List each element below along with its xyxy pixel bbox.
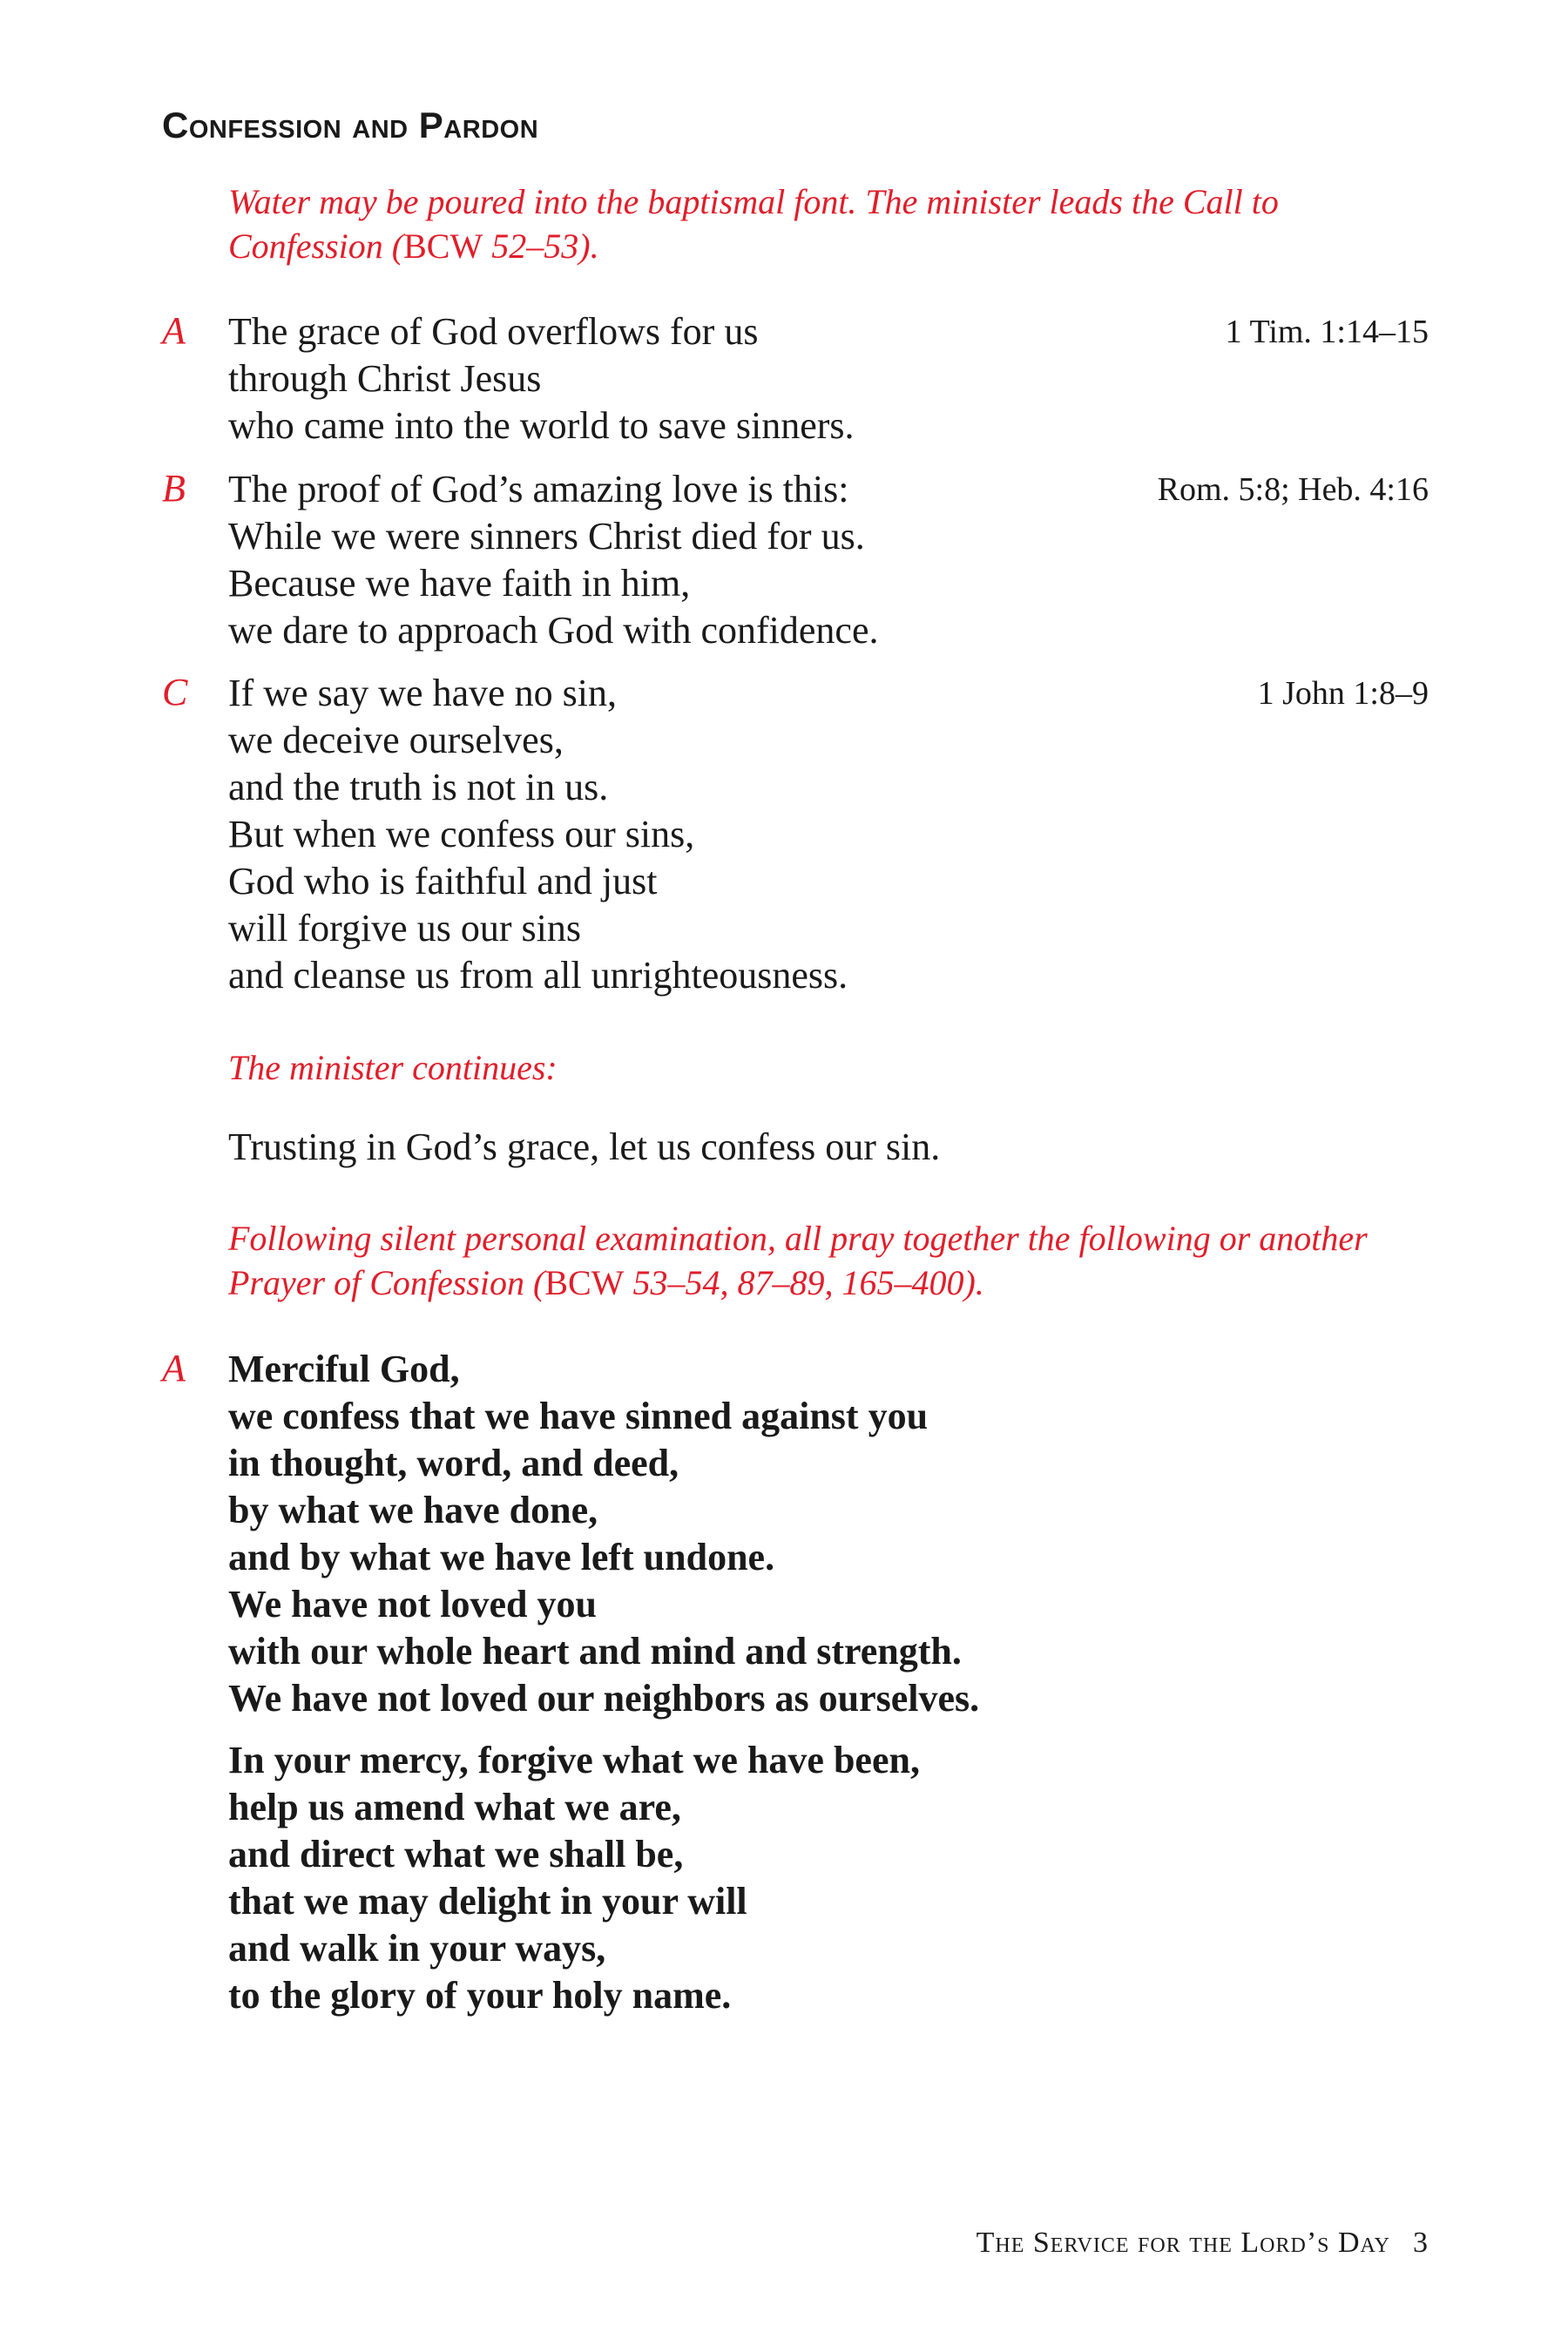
rubric-minister-continues: The minister continues:: [228, 1048, 558, 1087]
rubric-text: Confession (: [228, 226, 404, 266]
running-title: The Service for the Lord’s Day: [976, 2227, 1390, 2259]
prayer-line: and walk in your ways,: [228, 1927, 606, 1970]
rubric-text: 52–53).: [483, 226, 599, 266]
prayer-line: We have not loved our neighbors as ourselves.: [228, 1677, 980, 1720]
text-line: While we were sinners Christ died for us.: [228, 515, 865, 558]
text-line: through Christ Jesus: [228, 357, 542, 400]
rubric-prayer-of-confession: [228, 1216, 1448, 1305]
option-marker-c: C: [162, 671, 188, 713]
rubric-text: 53–54, 87–89, 165–400).: [624, 1263, 984, 1302]
prayer-line: to the glory of your holy name.: [228, 1974, 732, 2017]
prayer-line: and by what we have left undone.: [228, 1536, 775, 1578]
text-line: and cleanse us from all unrighteousness.: [228, 954, 848, 997]
prayer-line: that we may delight in your will: [228, 1880, 747, 1923]
prayer-line: and direct what we shall be,: [228, 1833, 684, 1876]
prayer-line: by what we have done,: [228, 1489, 598, 1531]
rubric-text: Prayer of Confession (: [228, 1263, 545, 1302]
text-line: If we say we have no sin,: [228, 672, 617, 714]
call-option-c: [228, 670, 848, 999]
bcw-abbreviation: BCW: [544, 1263, 625, 1302]
text-line: who came into the world to save sinners.: [228, 404, 855, 447]
text-line: God who is faithful and just: [228, 860, 658, 902]
prayer-line: We have not loved you: [228, 1583, 597, 1625]
call-option-b: [228, 466, 878, 654]
text-line: we dare to approach God with confidence.: [228, 609, 879, 652]
rubric-line: Following silent personal examination, all pray together the following or another: [228, 1219, 1368, 1258]
page-footer: [977, 2227, 1429, 2260]
scripture-reference: 1 Tim. 1:14–15: [1225, 314, 1429, 350]
rubric-line: [228, 1260, 1448, 1305]
text-line: But when we confess our sins,: [228, 813, 695, 855]
prayer-marker-a: A: [162, 1347, 186, 1389]
invitation-to-confession: Trusting in God’s grace, let us confess our sin.: [228, 1125, 941, 1168]
page-number: 3: [1413, 2227, 1429, 2259]
rubric-line: [228, 224, 1448, 268]
text-line: Because we have faith in him,: [228, 562, 691, 605]
scripture-reference: Rom. 5:8; Heb. 4:16: [1157, 471, 1429, 508]
text-line: The grace of God overflows for us: [228, 310, 759, 353]
text-line: and the truth is not in us.: [228, 766, 609, 808]
rubric-call-to-confession: [228, 179, 1448, 268]
prayer-line: Merciful God,: [228, 1348, 460, 1390]
bcw-abbreviation: BCW: [403, 226, 483, 266]
scripture-reference: 1 John 1:8–9: [1257, 675, 1429, 712]
prayer-line: help us amend what we are,: [228, 1786, 681, 1828]
prayer-stanza-1: [228, 1346, 979, 1722]
option-marker-b: B: [162, 467, 186, 510]
call-option-a: [228, 308, 855, 449]
section-heading: Confession and Pardon: [162, 105, 539, 145]
text-line: we deceive ourselves,: [228, 719, 564, 761]
text-line: The proof of God’s amazing love is this:: [228, 468, 849, 510]
text-line: will forgive us our sins: [228, 907, 581, 950]
prayer-line: we confess that we have sinned against you: [228, 1395, 929, 1437]
prayer-stanza-2: [228, 1737, 920, 2019]
prayer-line: in thought, word, and deed,: [228, 1442, 679, 1484]
option-marker-a: A: [162, 309, 186, 352]
prayer-line: In your mercy, forgive what we have been,: [228, 1739, 920, 1781]
rubric-line: Water may be poured into the baptismal font. The minister leads the Call to: [228, 182, 1279, 221]
prayer-line: with our whole heart and mind and strength.: [228, 1630, 962, 1673]
